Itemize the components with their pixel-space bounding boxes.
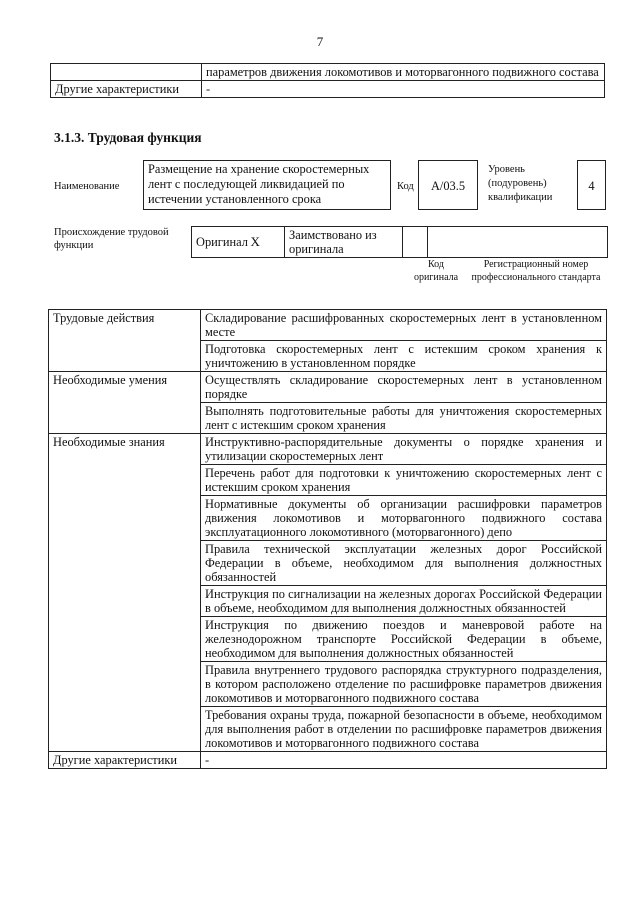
- level-label: Уровень (подуровень) квалификации: [488, 164, 553, 203]
- section-title: 3.1.3. Трудовая функция: [54, 130, 202, 145]
- knowledge-label: Необходимые знания: [49, 434, 201, 752]
- skills-label: Необходимые умения: [49, 372, 201, 434]
- borrowed-label: Заимствовано из оригинала: [285, 227, 403, 258]
- continuation-text: параметров движения локомотивов и моторвагонного подвижного состава: [202, 64, 605, 81]
- knowledge-item: Перечень работ для подготовки к уничтожению скоростемерных лент с истекшим сроком хранения: [201, 465, 607, 496]
- table-row: [49, 372, 607, 403]
- other-characteristics-label: Другие характеристики: [49, 752, 201, 769]
- skill-item: Выполнять подготовительные работы для уничтожения скоростемерных лент с истекшим сроком хранения: [201, 403, 607, 434]
- other-characteristics-label: Другие характеристики: [51, 81, 202, 98]
- other-characteristics-value: -: [201, 752, 607, 769]
- knowledge-item: Инструктивно-распорядительные документы о порядке хранения и утилизации скоростемерных лент: [201, 434, 607, 465]
- actions-label: Трудовые действия: [49, 310, 201, 372]
- knowledge-item: Требования охраны труда, пожарной безопасности в объеме, необходимом для выполнения работ в отделении по расшифровке параметров движения локомотивов и моторвагонного подвижного состава: [201, 707, 607, 752]
- code-label: Код: [397, 181, 414, 192]
- page-number: 7: [316, 34, 324, 49]
- registration-number-label: Регистрационный номер профессионального стандарта: [471, 259, 601, 283]
- action-item: Подготовка скоростемерных лент с истекшим сроком хранения к уничтожению в установленном порядке: [201, 341, 607, 372]
- origin-table: [191, 226, 608, 258]
- origin-label: Происхождение трудовой функции: [54, 227, 169, 251]
- skill-item: Осуществлять складирование скоростемерных лент в установленном порядке: [201, 372, 607, 403]
- knowledge-item: Правила технической эксплуатации железных дорог Российской Федерации в объеме, необходимом для выполнения должностных обязанностей: [201, 541, 607, 586]
- knowledge-item: Правила внутреннего трудового распорядка структурного подразделения, в котором расположено отделение по расшифровке параметров движения локомотивов и моторвагонного подвижного состава: [201, 662, 607, 707]
- top-continuation-table: [50, 63, 605, 98]
- function-name: Размещение на хранение скоростемерных лент с последующей ликвидацией по истечении установленного срока: [148, 162, 370, 206]
- knowledge-item: Инструкция по сигнализации на железных дорогах Российской Федерации в объеме, необходимом для выполнения должностных обязанностей: [201, 586, 607, 617]
- name-label: Наименование: [54, 181, 120, 192]
- function-name-box: [143, 160, 391, 210]
- original-mark: X: [247, 227, 285, 258]
- table-row: [49, 310, 607, 341]
- code-value: А/03.5: [430, 179, 466, 193]
- table-row: [51, 64, 605, 81]
- code-box: [418, 160, 478, 210]
- original-label: Оригинал: [192, 227, 247, 258]
- action-item: Складирование расшифрованных скоростемерных лент в установленном месте: [201, 310, 607, 341]
- table-row: [49, 752, 607, 769]
- level-value: 4: [588, 179, 595, 193]
- code-original-label: Код оригинала: [413, 259, 459, 283]
- table-row: [51, 81, 605, 98]
- knowledge-item: Нормативные документы об организации расшифровки параметров движения локомотивов и моторвагонного подвижного состава эксплуатационного локомотивного (моторвагонного) депо: [201, 496, 607, 541]
- table-row: [192, 227, 608, 258]
- level-box: [577, 160, 606, 210]
- knowledge-item: Инструкция по движению поездов и маневровой работе на железнодорожном транспорте Российской Федерации в объеме, необходимом для выполнения должностных обязанностей: [201, 617, 607, 662]
- main-table: [48, 309, 607, 769]
- table-row: [49, 434, 607, 465]
- other-characteristics-value: -: [202, 81, 605, 98]
